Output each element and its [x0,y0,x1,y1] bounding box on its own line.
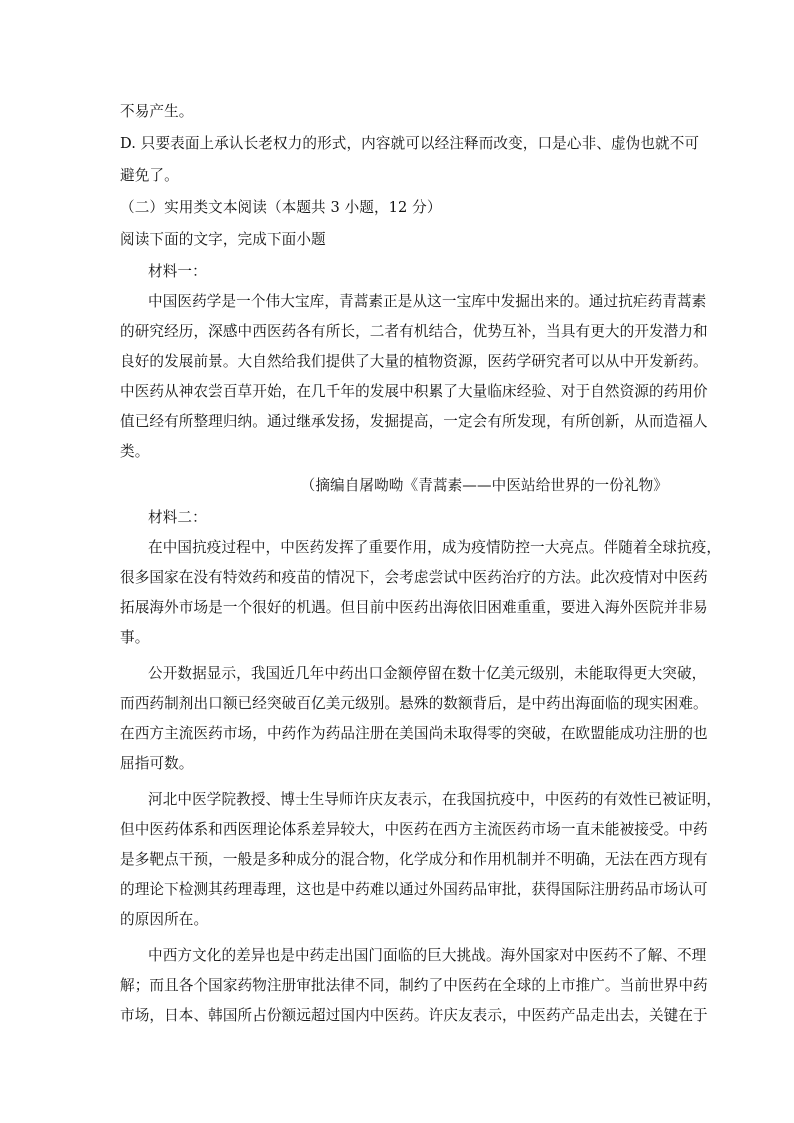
paragraph-line: 中西方文化的差异也是中药走出国门面临的巨大挑战。海外国家对中医药不了解、不理 [148,947,707,964]
paragraph-line: 很多国家在没有特效药和疫苗的情况下，会考虑尝试中医药治疗的方法。此次疫情对中医药 [120,569,708,586]
paragraph-line: 类。 [120,443,150,460]
text-line-option-d-end: 避免了。 [120,167,179,184]
material-one-label: 材料一： [148,263,207,280]
paragraph-line: 良好的发展前景。大自然给我们提供了大量的植物资源，医药学研究者可以从中开发新药。 [120,353,708,370]
instruction-line: 阅读下面的文字，完成下面小题 [120,231,326,248]
text-line-option-d: D. 只要表面上承认长老权力的形式，内容就可以经注释而改变，口是心非、虚伪也就不可 [120,135,700,152]
paragraph-line: 而西药制剂出口额已经突破百亿美元级别。悬殊的数额背后，是中药出海面临的现实困难。 [120,695,708,712]
text-line-option-c-end: 不易产生。 [120,103,194,120]
paragraph-line: 值已经有所整理归纳。通过继承发扬，发掘提高，一定会有所发现，有所创新，从而造福人 [120,413,708,430]
paragraph-line: 是多靶点干预，一般是多种成分的混合物，化学成分和作用机制并不明确，无法在西方现有 [120,851,708,868]
paragraph-line: 但中医药体系和西医理论体系差异较大，中医药在西方主流医药市场一直未能被接受。中药 [120,821,708,838]
paragraph-line: 中国医药学是一个伟大宝库，青蒿素正是从这一宝库中发掘出来的。通过抗疟药青蒿素 [148,293,707,310]
paragraph-line: 的理论下检测其药理毒理，这也是中药难以通过外国药品审批，获得国际注册药品市场认可 [120,881,708,898]
paragraph-line: 中医药从神农尝百草开始，在几千年的发展中积累了大量临床经验、对于自然资源的药用价 [120,383,708,400]
paragraph-line: 在中国抗疫过程中，中医药发挥了重要作用，成为疫情防控一大亮点。伴随着全球抗疫， [148,539,722,556]
paragraph-line: 解；而且各个国家药物注册审批法律不同，制约了中医药在全球的上市推广。当前世界中药 [120,977,708,994]
material-two-label: 材料二： [148,509,207,526]
paragraph-line: 的原因所在。 [120,911,209,928]
paragraph-line: 屈指可数。 [120,755,194,772]
paragraph-line: 市场，日本、韩国所占份额远超过国内中医药。许庆友表示，中医药产品走出去，关键在于 [120,1007,708,1024]
section-heading: （二）实用类文本阅读（本题共 3 小题，12 分） [120,199,442,216]
source-citation: （摘编自屠呦呦《青蒿素——中医站给世界的一份礼物》 [300,477,668,494]
paragraph-line: 的研究经历，深感中西医药各有所长，二者有机结合，优势互补，当具有更大的开发潜力和 [120,323,708,340]
paragraph-line: 事。 [120,629,150,646]
paragraph-line: 拓展海外市场是一个很好的机遇。但目前中医药出海依旧困难重重，要进入海外医院并非易 [120,599,708,616]
paragraph-line: 河北中医学院教授、博士生导师许庆友表示，在我国抗疫中，中医药的有效性已被证明， [148,791,722,808]
paragraph-line: 公开数据显示，我国近几年中药出口金额停留在数十亿美元级别，未能取得更大突破， [148,665,707,682]
paragraph-line: 在西方主流医药市场，中药作为药品注册在美国尚未取得零的突破，在欧盟能成功注册的也 [120,725,708,742]
